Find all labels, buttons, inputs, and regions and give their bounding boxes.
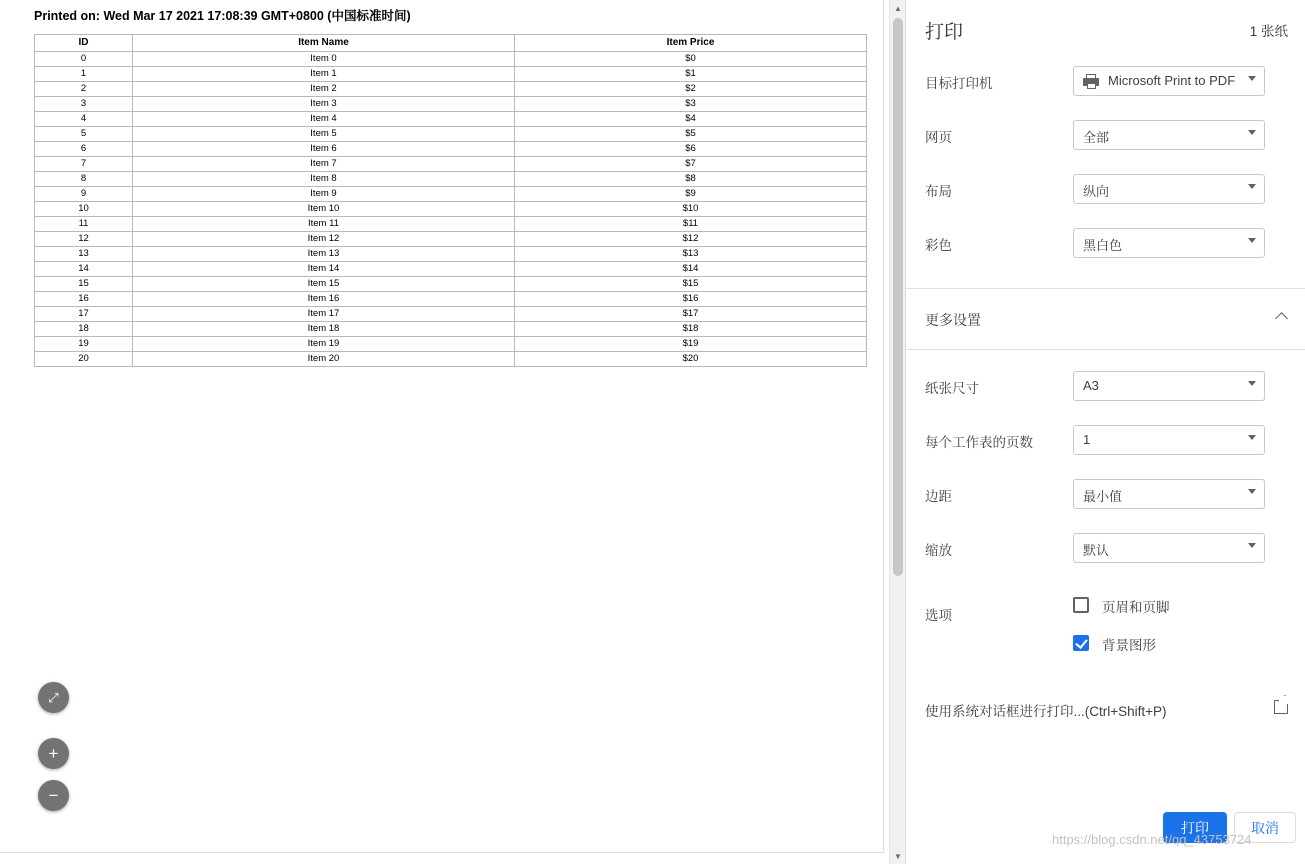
system-dialog-link[interactable] [906, 692, 1305, 726]
table-cell: Item 17 [133, 307, 515, 322]
chevron-down-icon [1248, 130, 1256, 135]
table-cell: 12 [35, 232, 133, 247]
table-cell: 1 [35, 67, 133, 82]
table-cell: Item 18 [133, 322, 515, 337]
table-cell: Item 11 [133, 217, 515, 232]
chevron-down-icon [1248, 381, 1256, 386]
chevron-down-icon [1248, 543, 1256, 548]
column-header-id: ID [35, 35, 133, 52]
table-cell: 14 [35, 262, 133, 277]
table-row [35, 232, 867, 247]
table-cell: Item 19 [133, 337, 515, 352]
table-cell: 2 [35, 82, 133, 97]
chevron-up-icon [1275, 312, 1288, 325]
printer-icon [1083, 74, 1099, 89]
table-row [35, 217, 867, 232]
table-row [35, 82, 867, 97]
layout-row [906, 168, 1305, 222]
column-header-item-name: Item Name [133, 35, 515, 52]
table-cell: $17 [515, 307, 867, 322]
table-cell: Item 6 [133, 142, 515, 157]
margins-row [906, 473, 1305, 527]
settings-divider-bottom [906, 349, 1305, 350]
table-row [35, 127, 867, 142]
table-cell: 8 [35, 172, 133, 187]
layout-value: 纵向 [1083, 184, 1110, 199]
table-cell: $20 [515, 352, 867, 367]
table-cell: Item 1 [133, 67, 515, 82]
destination-label: 目标打印机 [925, 76, 993, 91]
table-cell: 16 [35, 292, 133, 307]
table-cell: 20 [35, 352, 133, 367]
table-cell: $7 [515, 157, 867, 172]
table-row [35, 202, 867, 217]
table-cell: $2 [515, 82, 867, 97]
table-cell: 4 [35, 112, 133, 127]
table-row [35, 307, 867, 322]
scroll-down-icon[interactable]: ▼ [894, 851, 902, 861]
chevron-down-icon [1248, 489, 1256, 494]
chevron-down-icon [1248, 435, 1256, 440]
table-cell: $18 [515, 322, 867, 337]
preview-scrollbar[interactable] [889, 0, 905, 864]
column-header-item-price: Item Price [515, 35, 867, 52]
table-cell: Item 4 [133, 112, 515, 127]
table-cell: Item 20 [133, 352, 515, 367]
color-row [906, 222, 1305, 276]
table-cell: $12 [515, 232, 867, 247]
table-row [35, 247, 867, 262]
panel-title: 打印 [925, 22, 964, 43]
color-label: 彩色 [925, 238, 952, 253]
table-cell: $14 [515, 262, 867, 277]
table-cell: 11 [35, 217, 133, 232]
pages-value: 全部 [1083, 130, 1110, 145]
scrollbar-thumb[interactable] [893, 18, 903, 576]
cancel-button[interactable]: 取消 [1234, 812, 1296, 843]
background-graphics-label: 背景图形 [1102, 638, 1156, 653]
printed-on-text: Printed on: Wed Mar 17 2021 17:08:39 GMT+0800 (中国标准时间) [34, 9, 411, 23]
table-cell: 7 [35, 157, 133, 172]
footer-actions [906, 800, 1305, 864]
table-cell: 15 [35, 277, 133, 292]
paper-size-row [906, 365, 1305, 419]
table-cell: $11 [515, 217, 867, 232]
color-value: 黑白色 [1083, 238, 1123, 253]
table-cell: $10 [515, 202, 867, 217]
zoom-out-button[interactable]: − [38, 780, 69, 811]
pages-per-sheet-select[interactable] [1073, 425, 1265, 455]
color-select[interactable] [1073, 228, 1265, 258]
margins-select[interactable] [1073, 479, 1265, 509]
sheet-count-label: 1 张纸 [1249, 24, 1288, 39]
table-row [35, 52, 867, 67]
table-cell: 6 [35, 142, 133, 157]
table-cell: 13 [35, 247, 133, 262]
destination-row [906, 60, 1305, 114]
table-cell: $5 [515, 127, 867, 142]
header-footer-checkbox[interactable] [1073, 597, 1089, 613]
table-row [35, 337, 867, 352]
header-footer-label: 页眉和页脚 [1102, 600, 1170, 615]
print-button[interactable]: 打印 [1163, 812, 1227, 843]
table-cell: 19 [35, 337, 133, 352]
scroll-up-icon[interactable]: ▲ [894, 3, 902, 13]
table-cell: Item 15 [133, 277, 515, 292]
table-cell: Item 2 [133, 82, 515, 97]
table-body [35, 52, 867, 367]
chevron-down-icon [1248, 184, 1256, 189]
pages-per-sheet-row [906, 419, 1305, 473]
table-cell: 9 [35, 187, 133, 202]
zoom-fit-button[interactable]: ⤢ [38, 682, 69, 713]
scale-value: 默认 [1083, 543, 1110, 558]
table-cell: Item 5 [133, 127, 515, 142]
table-cell: Item 3 [133, 97, 515, 112]
table-row [35, 277, 867, 292]
table-cell: Item 9 [133, 187, 515, 202]
table-cell: $1 [515, 67, 867, 82]
table-cell: Item 8 [133, 172, 515, 187]
table-cell: 18 [35, 322, 133, 337]
table-row [35, 262, 867, 277]
layout-label: 布局 [925, 184, 952, 199]
table-cell: $9 [515, 187, 867, 202]
table-row [35, 172, 867, 187]
table-cell: 17 [35, 307, 133, 322]
scale-select[interactable] [1073, 533, 1265, 563]
pages-row [906, 114, 1305, 168]
paper-size-select[interactable] [1073, 371, 1265, 401]
table-row [35, 352, 867, 367]
destination-select[interactable] [1073, 66, 1265, 96]
table-cell: $8 [515, 172, 867, 187]
table-cell: Item 14 [133, 262, 515, 277]
table-cell: $4 [515, 112, 867, 127]
table-cell: Item 0 [133, 52, 515, 67]
print-settings-panel [905, 0, 1305, 864]
table-cell: Item 12 [133, 232, 515, 247]
table-row [35, 157, 867, 172]
scale-row [906, 527, 1305, 581]
table-cell: $6 [515, 142, 867, 157]
options-label: 选项 [925, 608, 952, 623]
table-row [35, 67, 867, 82]
table-cell: 3 [35, 97, 133, 112]
table-cell: Item 16 [133, 292, 515, 307]
layout-select[interactable] [1073, 174, 1265, 204]
watermark-text: https://blog.csdn.net/qq_43753724 [1052, 832, 1252, 847]
table-cell: Item 10 [133, 202, 515, 217]
options-row [906, 592, 1305, 672]
chevron-down-icon [1248, 238, 1256, 243]
items-table [34, 34, 867, 367]
table-header-row [35, 35, 867, 52]
table-row [35, 187, 867, 202]
table-cell: $3 [515, 97, 867, 112]
system-dialog-label: 使用系统对话框进行打印...(Ctrl+Shift+P) [925, 704, 1167, 719]
table-cell: $13 [515, 247, 867, 262]
background-graphics-checkbox[interactable] [1073, 635, 1089, 651]
table-cell: $19 [515, 337, 867, 352]
more-settings-label: 更多设置 [925, 312, 981, 328]
destination-value: Microsoft Print to PDF [1108, 73, 1236, 88]
margins-value: 最小值 [1083, 489, 1123, 504]
pages-label: 网页 [925, 130, 952, 145]
table-cell: 5 [35, 127, 133, 142]
external-link-icon [1274, 700, 1288, 714]
margins-label: 边距 [925, 489, 952, 504]
settings-divider-top [906, 288, 1305, 289]
table-row [35, 292, 867, 307]
table-cell: $0 [515, 52, 867, 67]
table-cell: Item 13 [133, 247, 515, 262]
table-row [35, 112, 867, 127]
pages-select[interactable] [1073, 120, 1265, 150]
table-row [35, 322, 867, 337]
scale-label: 缩放 [925, 543, 952, 558]
table-row [35, 97, 867, 112]
chevron-down-icon [1248, 76, 1256, 81]
paper-size-value: A3 [1083, 378, 1099, 393]
table-cell: 0 [35, 52, 133, 67]
table-row [35, 142, 867, 157]
table-cell: Item 7 [133, 157, 515, 172]
pages-per-sheet-label: 每个工作表的页数 [925, 435, 1033, 450]
table-cell: 10 [35, 202, 133, 217]
paper-size-label: 纸张尺寸 [925, 381, 979, 396]
zoom-in-button[interactable]: + [38, 738, 69, 769]
table-cell: $16 [515, 292, 867, 307]
more-settings-toggle[interactable] [906, 296, 1305, 342]
table-cell: $15 [515, 277, 867, 292]
pages-per-sheet-value: 1 [1083, 432, 1091, 447]
